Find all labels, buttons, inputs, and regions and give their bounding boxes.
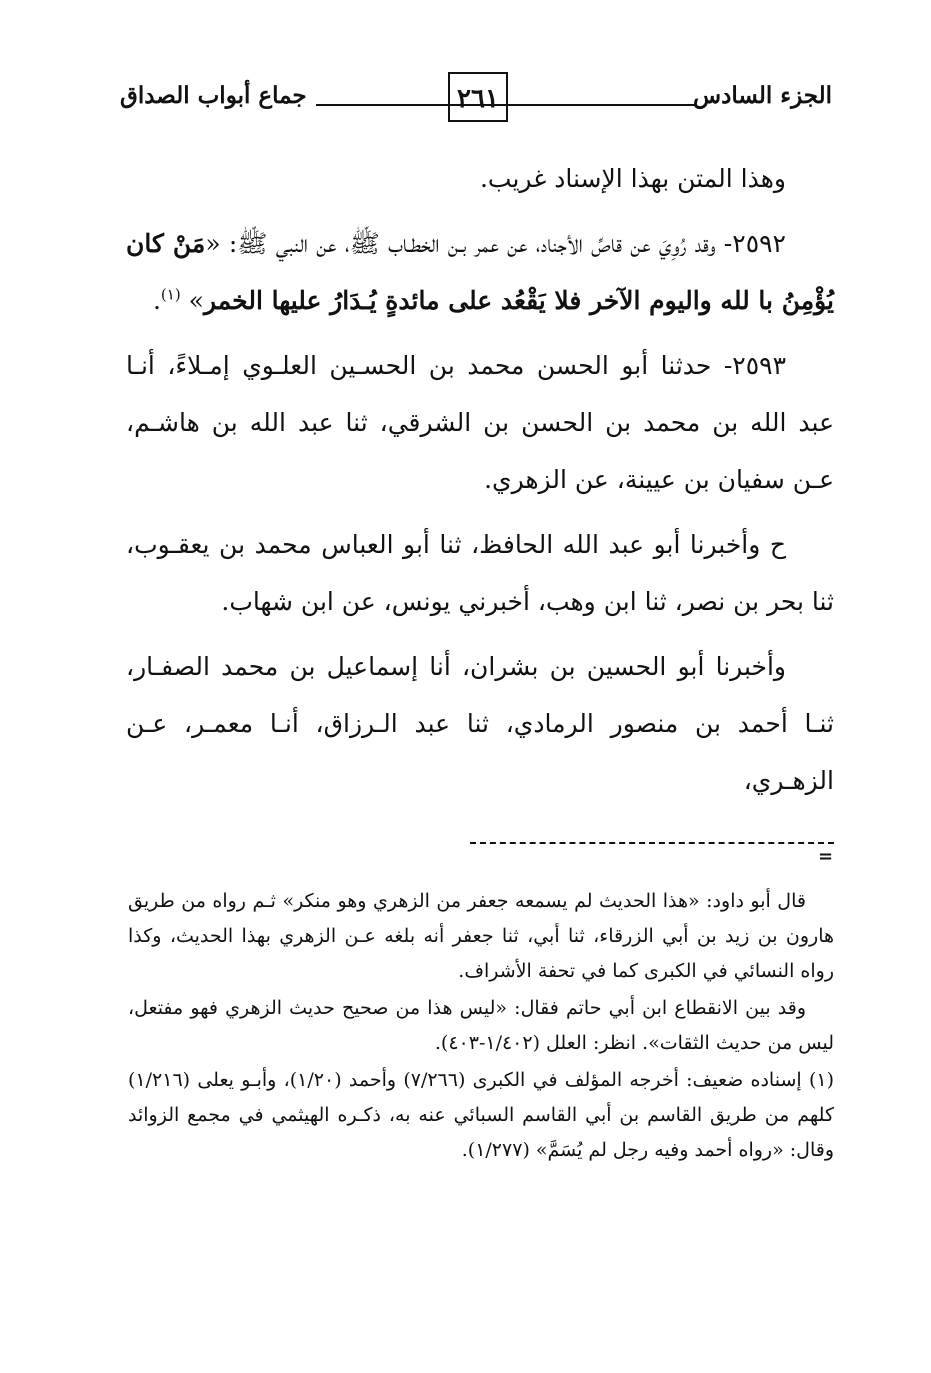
footnote-continued: قال أبو داود: «هذا الحديث لم يسمعه جعفر من الزهري وهو منكر» ثـم رواه من طريق هارون بن زيد بن أبي الزرقاء، ثنا أبي، ثنا جعفر أنه بلغه عـن الزهري بهذا الحديث، وكذا رواه النسائي في الكبرى كما في تحفة الأشراف. [128, 890, 834, 982]
hadith-text: مَنْ كان يُؤْمِنُ با لله واليوم الآخر فلا يَقْعُد على مائدةٍ يُـدَارُ عليها الخمر [126, 229, 834, 315]
hadith-2592 [126, 215, 834, 329]
paragraph: وأخبرنا أبو الحسين بن بشران، أنا إسماعيل بن محمد الصفـار، ثنـا أحمد بن منصور الرمادي، ثنا عبد الـرزاق، أنـا معمـر، عـن الزهـري، [126, 652, 834, 795]
header-rule-left [316, 104, 564, 106]
volume-title: الجزء السادس [693, 82, 832, 109]
hadith-period: . [152, 286, 161, 315]
footnote-1: (١) إسناده ضعيف: أخرجه المؤلف في الكبرى (٧/٢٦٦) وأحمد (١/٢٠)، وأبـو يعلى (١/٢١٦) كلهم من طريق القاسم بن أبي القاسم السبائي عنه به، ذكـره الهيثمي في مجمع الزوائد وقال: «رواه أحمد وفيه رجل لم يُسَمَّ» (١/٢٧٧). [128, 1069, 834, 1161]
footnotes [128, 884, 834, 1170]
page-header [120, 72, 832, 128]
hadith-intro: ٢٥٩٢- وقد رُوِيَ عن قاصِّ الأجناد، عن عمر بـن الخطـاب ﷺ، عن النبي ﷺ: « [205, 229, 786, 258]
paragraph: ح وأخبرنا أبو عبد الله الحافظ، ثنا أبو العباس محمد بن يعقـوب، ثنا بحر بن نصر، ثنا ابن وهب، أخبرني يونس، عن ابن شهاب. [126, 530, 834, 616]
hadith-close-quote: » [188, 286, 204, 315]
main-text [126, 150, 834, 817]
footnote-separator [470, 842, 834, 844]
footnote-reference: (١) [160, 285, 181, 304]
paragraph: وهذا المتن بهذا الإسناد غريب. [479, 164, 786, 193]
chapter-title: جماع أبواب الصداق [120, 82, 307, 109]
continuation-mark: = [818, 846, 834, 867]
page-number: ٢٦١ [448, 72, 508, 122]
footnote-continued: وقد بين الانقطاع ابن أبي حاتم فقال: «ليس هذا من صحيح حديث الزهري فهو مفتعل، ليس من حديث الثقات». انظر: العلل (١/٤٠٢-٤٠٣). [128, 997, 834, 1054]
hadith-2593: ٢٥٩٣- حدثنا أبو الحسن محمد بن الحسـين العلـوي إمـلاءً، أنـا عبد الله بن محمد بن الحسن بن الشرقي، ثنا عبد الله بن هاشـم، عـن سفيان بن عيينة، عن الزهري. [126, 351, 834, 494]
